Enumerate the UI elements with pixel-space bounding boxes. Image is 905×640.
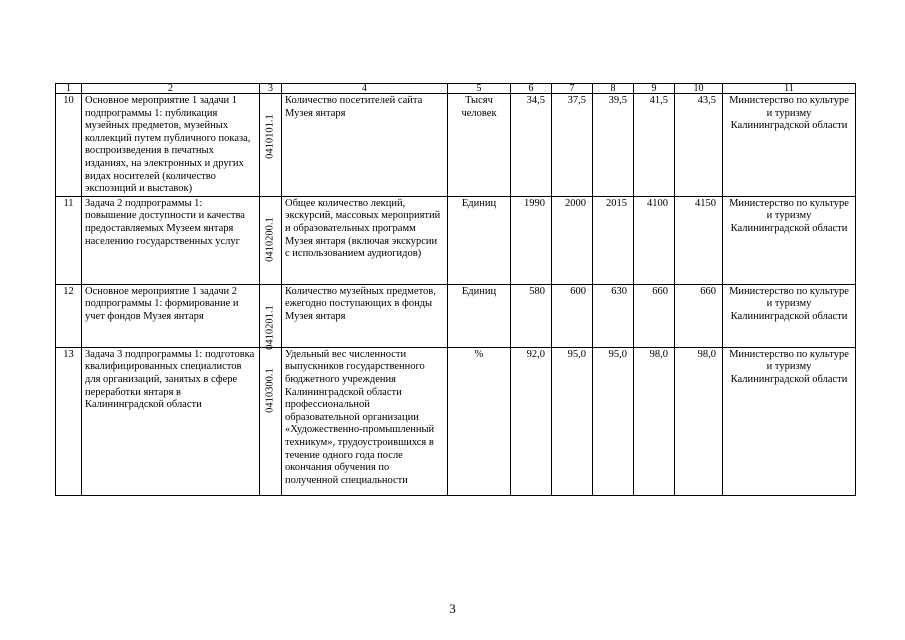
ministry-cell: Министерство по культуре и туризму Калининградской области [723, 94, 856, 197]
table-row [56, 284, 856, 347]
header-cell: 2 [82, 84, 260, 94]
table-row [56, 94, 856, 197]
value-cell: 41,5 [634, 94, 675, 197]
value-cell: 4150 [675, 196, 723, 284]
unit-cell: Единиц [448, 196, 511, 284]
value-cell: 660 [675, 284, 723, 347]
header-cell: 3 [260, 84, 282, 94]
value-cell: 2015 [593, 196, 634, 284]
indicator-cell: Количество посетителей сайта Музея янтаря [282, 94, 448, 197]
value-cell: 34,5 [511, 94, 552, 197]
value-cell: 95,0 [552, 347, 593, 495]
unit-cell: Единиц [448, 284, 511, 347]
ministry-cell: Министерство по культуре и туризму Калининградской области [723, 196, 856, 284]
header-row [56, 84, 856, 94]
ministry-cell: Министерство по культуре и туризму Калининградской области [723, 347, 856, 495]
activity-cell: Основное мероприятие 1 задачи 1 подпрограммы 1: публикация музейных предметов, музейных коллекций путем публичного показа, воспроизведения в печатных изданиях, на электронных и других видах носителей (количество экспозиций и выставок) [82, 94, 260, 197]
code-text: 0410201.1 [264, 305, 276, 350]
header-cell: 4 [282, 84, 448, 94]
value-cell: 95,0 [593, 347, 634, 495]
value-cell: 92,0 [511, 347, 552, 495]
value-cell: 580 [511, 284, 552, 347]
header-cell: 10 [675, 84, 723, 94]
header-cell: 7 [552, 84, 593, 94]
table-row [56, 196, 856, 284]
value-cell: 39,5 [593, 94, 634, 197]
code-cell [260, 94, 282, 197]
code-text: 0410200.1 [264, 217, 276, 262]
row-number: 12 [56, 284, 82, 347]
indicators-table [55, 83, 856, 496]
code-cell [260, 196, 282, 284]
header-cell: 5 [448, 84, 511, 94]
value-cell: 4100 [634, 196, 675, 284]
code-text: 0410300.1 [264, 368, 276, 413]
value-cell: 1990 [511, 196, 552, 284]
indicator-cell: Общее количество лекций, экскурсий, массовых мероприятий и образовательных программ Музея янтаря (включая экскурсии с использованием аудиогидов) [282, 196, 448, 284]
value-cell: 37,5 [552, 94, 593, 197]
indicator-cell: Количество музейных предметов, ежегодно поступающих в фонды Музея янтаря [282, 284, 448, 347]
activity-cell: Основное мероприятие 1 задачи 2 подпрограммы 1: формирование и учет фондов Музея янтаря [82, 284, 260, 347]
row-number: 13 [56, 347, 82, 495]
value-cell: 98,0 [675, 347, 723, 495]
code-cell [260, 284, 282, 350]
table-row [56, 347, 856, 495]
value-cell: 660 [634, 284, 675, 347]
header-cell: 9 [634, 84, 675, 94]
unit-cell: % [448, 347, 511, 495]
header-cell: 6 [511, 84, 552, 94]
header-cell: 8 [593, 84, 634, 94]
unit-cell: Тысяч человек [448, 94, 511, 197]
row-number: 10 [56, 94, 82, 197]
activity-cell: Задача 2 подпрограммы 1: повышение доступности и качества предоставляемых Музеем янтаря населению государственных услуг [82, 196, 260, 284]
ministry-cell: Министерство по культуре и туризму Калининградской области [723, 284, 856, 347]
code-text: 0410101.1 [264, 114, 276, 159]
header-cell: 1 [56, 84, 82, 94]
page-number: 3 [449, 601, 456, 616]
value-cell: 43,5 [675, 94, 723, 197]
code-cell [260, 347, 282, 495]
row-number: 11 [56, 196, 82, 284]
activity-cell: Задача 3 подпрограммы 1: подготовка квалифицированных специалистов для организаций, занятых в сфере переработки янтаря в Калининградской области [82, 347, 260, 495]
value-cell: 98,0 [634, 347, 675, 495]
value-cell: 600 [552, 284, 593, 347]
value-cell: 630 [593, 284, 634, 347]
header-cell: 11 [723, 84, 856, 94]
indicator-cell: Удельный вес численности выпускников государственного бюджетного учреждения Калининградской области профессиональной образовательной организации «Художественно-промышленный техникум», трудоустроившихся в течение одного года после окончания обучения по полученной специальности [282, 347, 448, 495]
value-cell: 2000 [552, 196, 593, 284]
